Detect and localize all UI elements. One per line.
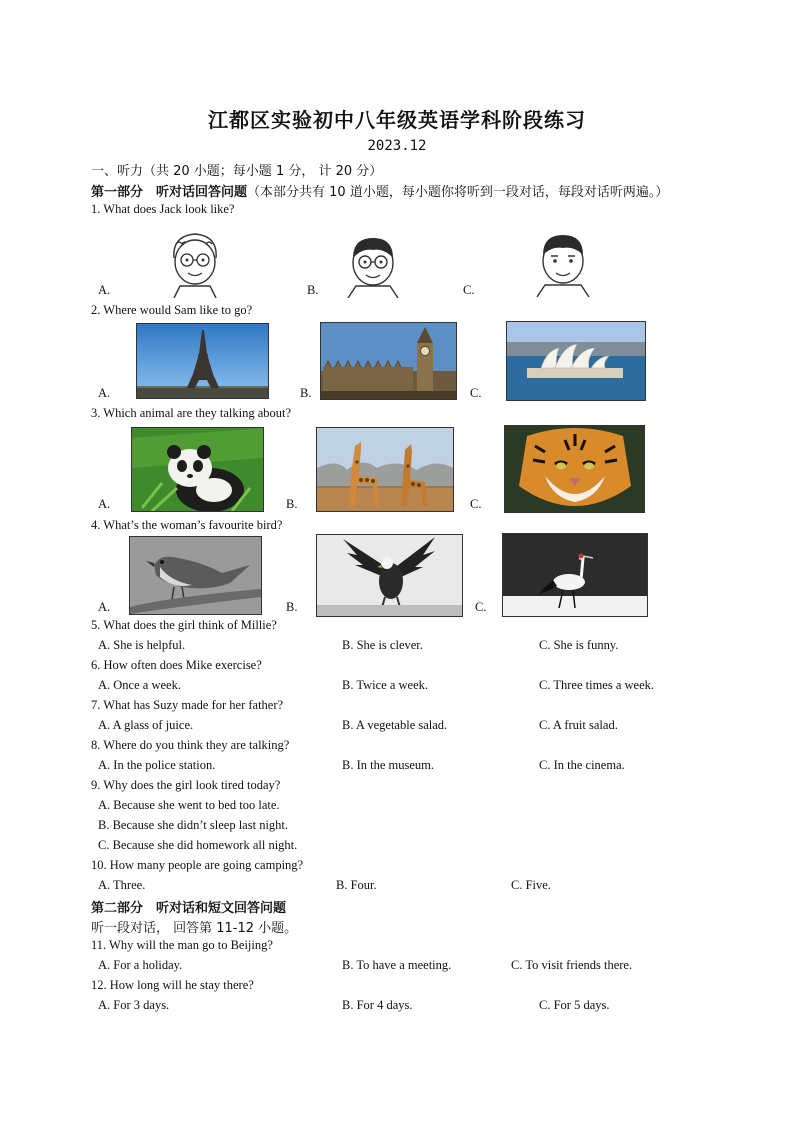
question-6: 6. How often does Mike exercise? — [91, 658, 262, 672]
q8-option-a[interactable]: A. In the police station. — [98, 758, 216, 772]
q1-option-a[interactable]: A. — [98, 283, 111, 297]
part1-heading: 一、听力（共 20 小题；每小题 1 分， 计 20 分） — [91, 164, 383, 179]
q12-option-a[interactable]: A. For 3 days. — [98, 998, 170, 1012]
boy-short-hair-image — [527, 225, 599, 297]
tiger-image — [504, 425, 645, 513]
q3-option-a[interactable]: A. — [98, 497, 111, 511]
eiffel-tower-image — [136, 323, 269, 399]
q1-option-c[interactable]: C. — [463, 283, 475, 297]
q1-option-b[interactable]: B. — [307, 283, 319, 297]
question-11: 11. Why will the man go to Beijing? — [91, 938, 273, 952]
q12-option-b[interactable]: B. For 4 days. — [342, 998, 413, 1012]
question-12: 12. How long will he stay there? — [91, 978, 254, 992]
question-4: 4. What’s the woman’s favourite bird? — [91, 518, 283, 532]
panda-image — [131, 427, 264, 512]
q6-option-c[interactable]: C. Three times a week. — [539, 678, 655, 692]
q4-option-a[interactable]: A. — [98, 600, 111, 614]
q4-option-c[interactable]: C. — [475, 600, 487, 614]
q10-option-c[interactable]: C. Five. — [511, 878, 551, 892]
q4-option-b[interactable]: B. — [286, 600, 298, 614]
giraffes-image — [316, 427, 454, 512]
q3-option-b[interactable]: B. — [286, 497, 298, 511]
q6-option-b[interactable]: B. Twice a week. — [342, 678, 429, 692]
question-1: 1. What does Jack look like? — [91, 202, 235, 216]
q7-option-c[interactable]: C. A fruit salad. — [539, 718, 618, 732]
boy-curly-hair-glasses-image — [160, 228, 230, 298]
q7-option-b[interactable]: B. A vegetable salad. — [342, 718, 448, 732]
question-3: 3. Which animal are they talking about? — [91, 406, 292, 420]
crane-image — [502, 533, 648, 617]
q11-option-c[interactable]: C. To visit friends there. — [511, 958, 633, 972]
q8-option-b[interactable]: B. In the museum. — [342, 758, 435, 772]
part2-section-title-text: 第二部分 听对话和短文回答问题 — [91, 901, 287, 916]
part2-instruction: 听一段对话， 回答第 11-12 小题。 — [91, 921, 298, 936]
part1-section-title: 第一部分 听对话回答问题 — [91, 185, 248, 200]
q12-option-c[interactable]: C. For 5 days. — [539, 998, 610, 1012]
eagle-image — [316, 534, 463, 617]
question-5: 5. What does the girl think of Millie? — [91, 618, 277, 632]
question-9: 9. Why does the girl look tired today? — [91, 778, 281, 792]
q2-option-c[interactable]: C. — [470, 386, 482, 400]
q9-option-c[interactable]: C. Because she did homework all night. — [98, 838, 298, 852]
q9-option-a[interactable]: A. Because she went to bed too late. — [98, 798, 280, 812]
question-10: 10. How many people are going camping? — [91, 858, 304, 872]
q11-option-b[interactable]: B. To have a meeting. — [342, 958, 452, 972]
question-8: 8. Where do you think they are talking? — [91, 738, 290, 752]
q6-option-a[interactable]: A. Once a week. — [98, 678, 181, 692]
q3-option-c[interactable]: C. — [470, 497, 482, 511]
q2-option-b[interactable]: B. — [300, 386, 312, 400]
part1-section — [91, 181, 668, 200]
question-7: 7. What has Suzy made for her father? — [91, 698, 284, 712]
exam-date: 2023.12 — [367, 138, 427, 154]
q5-option-c[interactable]: C. She is funny. — [539, 638, 619, 652]
q8-option-c[interactable]: C. In the cinema. — [539, 758, 625, 772]
q11-option-a[interactable]: A. For a holiday. — [98, 958, 183, 972]
songbird-image — [129, 536, 262, 615]
q5-option-b[interactable]: B. She is clever. — [342, 638, 423, 652]
part1-section-note: （本部分共有 10 道小题，每小题你将听到一段对话，每段对话听两遍。） — [247, 185, 669, 200]
page-title: 江都区实验初中八年级英语学科阶段练习 — [208, 108, 586, 132]
big-ben-image — [320, 322, 457, 400]
q2-option-a[interactable]: A. — [98, 386, 111, 400]
q10-option-b[interactable]: B. Four. — [336, 878, 377, 892]
q5-option-a[interactable]: A. She is helpful. — [98, 638, 186, 652]
boy-short-hair-glasses-image — [338, 228, 408, 298]
q10-option-a[interactable]: A. Three. — [98, 878, 146, 892]
sydney-opera-house-image — [506, 321, 646, 401]
part2-section-title — [91, 897, 286, 916]
q9-option-b[interactable]: B. Because she didn’t sleep last night. — [98, 818, 289, 832]
q7-option-a[interactable]: A. A glass of juice. — [98, 718, 194, 732]
question-2: 2. Where would Sam like to go? — [91, 303, 253, 317]
